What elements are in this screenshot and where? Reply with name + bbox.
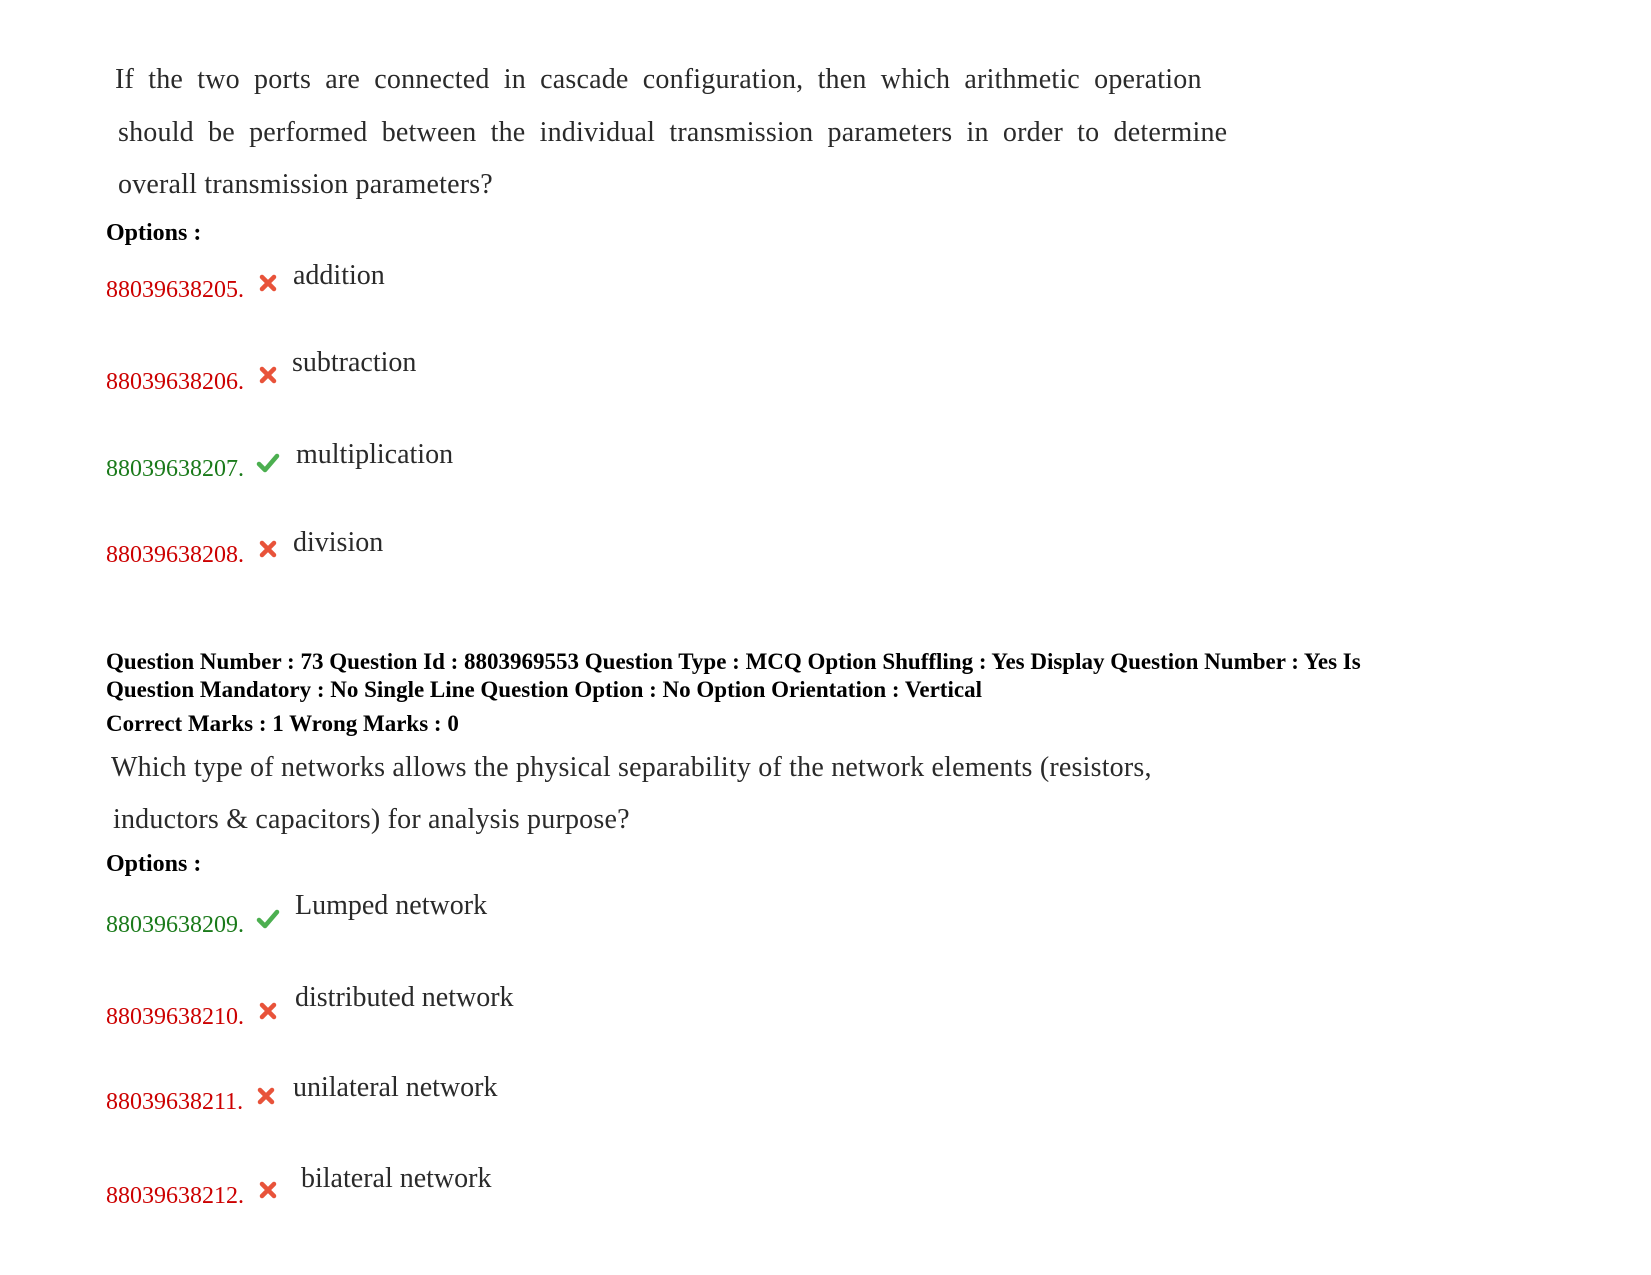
question-73-text-line-1: Which type of networks allows the physical separability of the network elements (resistors, [111,752,1152,783]
check-icon [256,907,280,931]
option-id: 88039638206. [106,369,244,395]
question-73-meta-line-1: Question Number : 73 Question Id : 8803969553 Question Type : MCQ Option Shuffling : Yes Display Question Number : Yes Is [106,649,1361,674]
option-id: 88039638210. [106,1004,244,1030]
option-id: 88039638209. [106,912,244,938]
cross-icon [256,999,280,1023]
option-id: 88039638207. [106,456,244,482]
cross-icon [256,271,280,295]
question-73-meta-line-2: Question Mandatory : No Single Line Question Option : No Option Orientation : Vertical [106,677,982,702]
question-72-text-line-2: should be performed between the individual transmission parameters in order to determine [118,117,1228,148]
option-text: bilateral network [301,1163,492,1194]
cross-icon [256,1178,280,1202]
option-id: 88039638211. [106,1089,244,1115]
options-label: Options : [106,851,202,877]
cross-icon [256,363,280,387]
option-text: subtraction [292,347,417,378]
options-label: Options : [106,220,202,246]
option-text: multiplication [296,439,454,470]
question-72-text-line-3: overall transmission parameters? [118,169,493,200]
cross-icon [256,537,280,561]
question-72-text-line-1: If the two ports are connected in cascade configuration, then which arithmetic operation [115,64,1202,95]
question-73-marks: Correct Marks : 1 Wrong Marks : 0 [106,711,459,736]
option-id: 88039638205. [106,277,244,303]
option-text: distributed network [295,982,514,1013]
option-id: 88039638212. [106,1183,244,1209]
check-icon [256,451,280,475]
question-73-text-line-2: inductors & capacitors) for analysis purpose? [113,804,630,835]
option-text: division [293,527,384,558]
option-id: 88039638208. [106,542,244,568]
cross-icon [254,1084,278,1108]
option-text: Lumped network [295,890,488,921]
option-text: addition [293,260,385,291]
option-text: unilateral network [293,1072,498,1103]
